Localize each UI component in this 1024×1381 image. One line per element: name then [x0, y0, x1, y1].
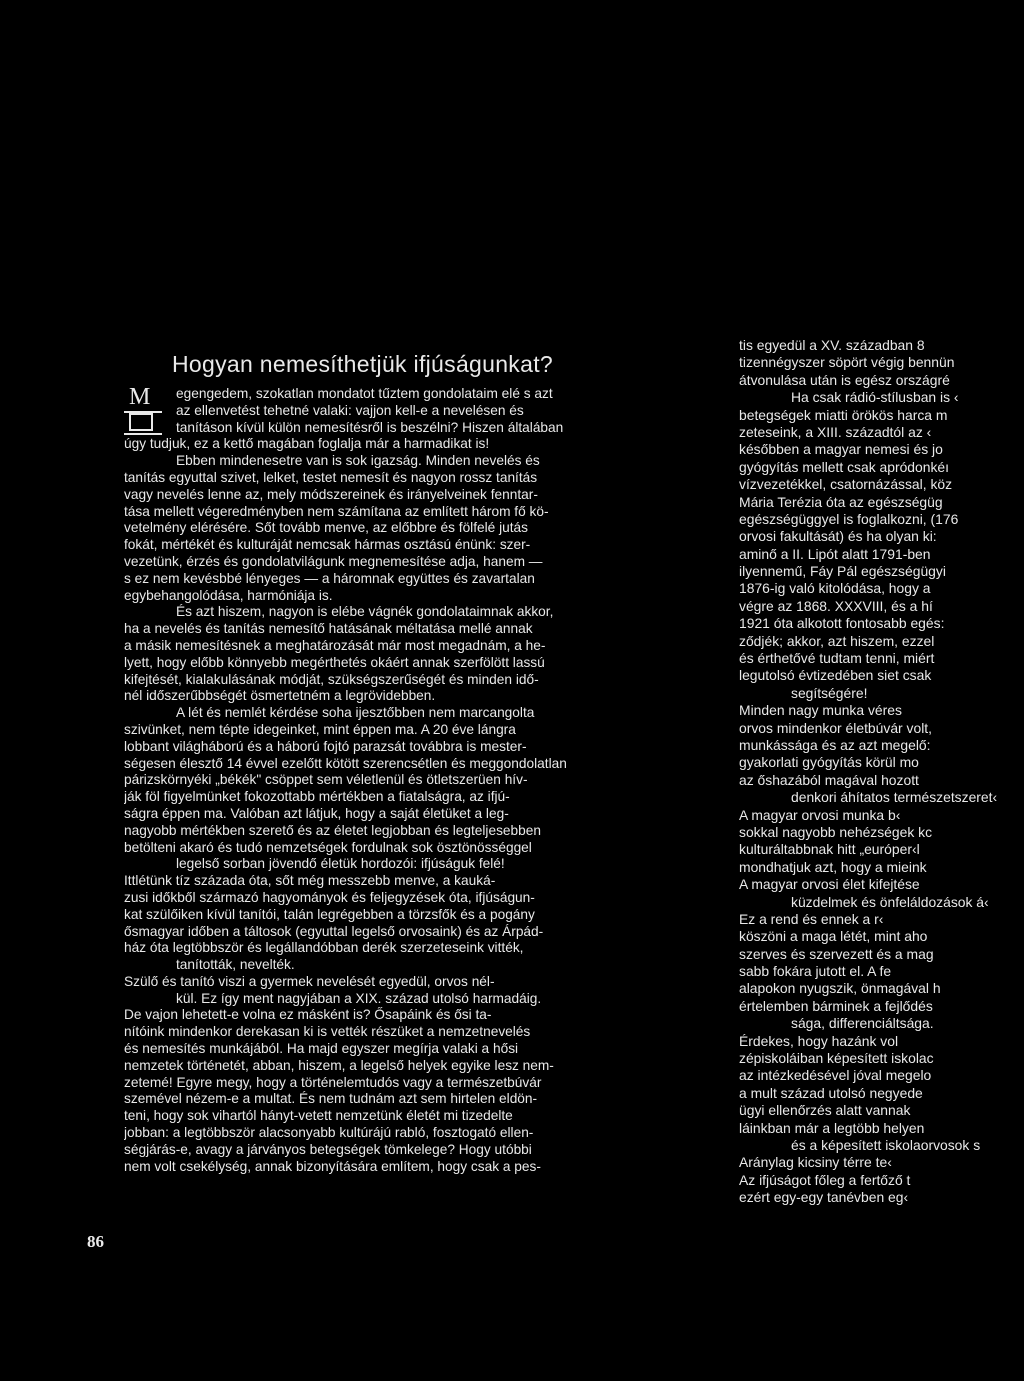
text-line: tizennégyszer söpört végig bennün	[739, 354, 955, 371]
text-line: nítóink mindenkor derekasan ki is vették részüket a nemzetnevelés	[124, 1024, 531, 1040]
text-line: vagy nevelés lenne az, mely módszereinek és irányelveinek fenntar-	[124, 486, 538, 502]
drop-cap-letter: M	[129, 384, 151, 410]
text-line: Ittlétünk tíz százada óta, sőt még messzebb menve, a kauká-	[124, 873, 496, 889]
text-line: ságra éppen ma. Valóban azt látjuk, hogy a saját életüket a leg-	[124, 805, 509, 821]
text-line: a másik nemesítésnek a meghatározását már most megadnám, a he-	[124, 637, 546, 653]
text-line: sága, differenciáltsága.	[791, 1015, 934, 1032]
text-line: Ha csak rádió-stílusban is ‹	[791, 389, 959, 406]
text-line: legelső sorban jövendő életük hordozói: ifjúságuk felé!	[176, 856, 505, 872]
text-line: alapokon nyugszik, önmagával h	[739, 980, 941, 997]
text-line: Az ifjúságot főleg a fertőző t	[739, 1171, 911, 1188]
text-line: fokát, mértékét és kulturáját nemcsak hármas osztású énünk: szer-	[124, 537, 531, 553]
text-line: zépiskoláiban képesített iskolac	[739, 1050, 934, 1067]
text-line: zeteseink, a XIII. századtól az ‹	[739, 423, 932, 440]
text-line: vetelmény elérésére. Sőt tovább menve, az előbbre és fölfelé jutás	[124, 520, 529, 536]
text-line: legutolsó évtizedében siet csak	[739, 667, 932, 684]
text-line: későbben a magyar nemesi és jo	[739, 441, 943, 458]
text-line: tása mellett végeredményben nem számítana az említett három fő kö-	[124, 503, 549, 519]
text-line: orvosi fakultását) és ha olyan ki:	[739, 528, 937, 545]
text-line: nem volt csekélység, annak bizonyítására említem, hogy csak a pes-	[124, 1158, 541, 1174]
text-line: lobbant világháború és a háború fojtó parazsát továbbra is mester-	[124, 738, 527, 754]
text-line: 1921 óta alkotott fontosabb egés:	[739, 615, 945, 632]
text-line: az ellenvetést tehetné valaki: vajjon kell-e a nevelésen és	[176, 402, 524, 418]
text-line: De vajon lehetett-e volna ez másként is? Ősapáink és ősi ta-	[124, 1007, 492, 1023]
text-line: ják föl figyelmünket fokozottabb mértékben a fiatalságra, az ifjú-	[124, 789, 510, 805]
text-line: párizskörnyéki „békék" csöppet sem véletlenül és ötletszerüen hív-	[124, 772, 528, 788]
text-line: mondhatjuk azt, hogy a mieink	[739, 858, 927, 875]
text-line: ségjárás-e, avagy a járványos betegségek tömkelege? Hogy utóbbi	[124, 1141, 532, 1157]
text-line: szemével nézem-e a multat. És nem tudnám azt sem hirtelen eldön-	[124, 1091, 538, 1107]
text-line: tanították, nevelték.	[176, 957, 295, 973]
text-line: gyakorlati gyógyítás körül mo	[739, 754, 919, 771]
text-line: segítségére!	[791, 684, 868, 701]
text-line: Aránylag kicsiny térre te‹	[739, 1154, 892, 1171]
text-line: az őshazából magával hozott	[739, 771, 919, 788]
text-line: denkori áhítatos természetszeret‹	[791, 789, 998, 806]
text-line: jobban: a legtöbbször alacsonyabb kultúrájú rabló, fosztogató ellen-	[124, 1125, 534, 1141]
right-column	[739, 337, 1024, 1207]
text-line: kat szülőiken kívül tanítói, talán legrégebben a törzsfők és a pogány	[124, 906, 535, 922]
text-line: ezért egy-egy tanévben eg‹	[739, 1189, 909, 1206]
drop-cap-paragraph	[124, 386, 672, 1175]
page-number: 86	[87, 1232, 104, 1251]
right-column-text	[739, 337, 1024, 1207]
text-line: A magyar orvosi élet kifejtése	[739, 876, 920, 893]
text-line: ségesen élesztő 14 évvel ezelőtt kötött szerencsétlen és meggondolatlan	[124, 755, 567, 771]
text-line: vezetünk, érzés és gondolatvilágunk megnemesítése adja, hanem —	[124, 553, 543, 569]
text-line: átvonulása után is egész országré	[739, 371, 950, 388]
text-line: Szülő és tanító viszi a gyermek nevelését egyedül, orvos nél-	[124, 973, 495, 989]
text-line: úgy tudjuk, ez a kettő magában foglalja már a harmadikat is!	[124, 436, 490, 452]
text-line: zusi időkből származó hagyományok és feljegyzések óta, ifjúságun-	[124, 889, 535, 905]
text-line: ház óta legtöbbször és legállandóbban derék szerzeteseink vitték,	[124, 940, 524, 956]
text-line: gyógyítás mellett csak apródonkéı	[739, 458, 950, 475]
text-line: ügyi ellenőrzés alatt vannak	[739, 1102, 911, 1119]
text-line: értelemben bárminek a fejlődés	[739, 997, 933, 1014]
drop-cap-ornament	[124, 384, 162, 435]
text-line: ha a nevelés és tanítás nemesítő hatásának méltatása mellé annak	[124, 621, 533, 637]
text-line: végre az 1868. XXXVIII, és a hí	[739, 597, 933, 614]
text-line: kifejtését, kialakulásának módját, szükségszerűségét és minden idő-	[124, 671, 539, 687]
text-line: ződjék; akkor, azt hiszem, ezzel	[739, 632, 935, 649]
text-line: teni, hogy sok vihartól hányt-vetett nemzetünk életét mi tizedelte	[124, 1108, 513, 1124]
text-line: köszöni a maga létét, mint aho	[739, 928, 928, 945]
text-line: tis egyedül a XV. században 8	[739, 337, 925, 353]
text-line: tanítás egyuttal szivet, lelket, testet nemesít és nagyon rossz tanítás	[124, 469, 538, 485]
text-line: ősmagyar időben a táltosok (egyuttal legelső orvosaink) és az Árpád-	[124, 923, 544, 939]
text-line: zetemé! Egyre megy, hogy a történelemtudós vagy a természetbúvár	[124, 1074, 542, 1090]
text-line: sokkal nagyobb nehézségek kc	[739, 823, 933, 840]
text-line: Ez a rend és ennek a r‹	[739, 910, 884, 927]
text-line: küzdelmek és önfeláldozások á‹	[791, 893, 989, 910]
text-line: aminő a II. Lipót alatt 1791-ben	[739, 545, 931, 562]
drop-cap-box	[129, 413, 153, 431]
text-line: nél időszerűbbségét ösmertetném a legrövidebben.	[124, 688, 436, 704]
text-line: egengedem, szokatlan mondatot tűztem gondolataim elé s azt	[176, 386, 553, 401]
article-title: Hogyan nemesíthetjük ifjúságunkat?	[172, 351, 553, 377]
text-line: betegségek miatti örökös harca m	[739, 406, 948, 423]
text-line: egészségüggyel is foglalkozni, (176	[739, 510, 959, 527]
text-line: sabb fokára jutott el. A fe	[739, 963, 892, 980]
text-line: ilyennemű, Fáy Pál egészségügyi	[739, 563, 946, 580]
text-line: kulturáltabbnak hitt „európer‹l	[739, 841, 920, 858]
text-line: Érdekes, hogy hazánk vol	[739, 1032, 899, 1049]
text-line: és nemesítés munkájából. Ha majd egyszer megírja valaki a hősi	[124, 1041, 519, 1057]
text-line: 1876-ig való kitolódása, hogy a	[739, 580, 931, 597]
drop-cap-rule	[124, 433, 162, 435]
text-line: Ebben mindenesetre van is sok igazság. Minden nevelés és	[176, 453, 540, 469]
text-line: A lét és nemlét kérdése soha ijesztőbben nem marcangolta	[176, 705, 535, 721]
text-line: tanításon kívül külön nemesítésről is beszélni? Hiszen általában	[176, 419, 564, 435]
text-line: lyett, hogy előbb könnyebb megérthetés okáért annak szerfölött lassú	[124, 654, 545, 670]
text-line: A magyar orvosi munka b‹	[739, 806, 901, 823]
text-line: orvos mindenkor életbúvár volt,	[739, 719, 933, 736]
text-line: Mária Terézia óta az egészségüg	[739, 493, 943, 510]
text-line: Minden nagy munka véres	[739, 702, 902, 719]
text-line: láinkban már a legtöbb helyen	[739, 1119, 925, 1136]
left-column	[124, 351, 672, 1175]
text-line: nagyobb mértékben szerető és az életet legjobban és legteljesebben	[124, 822, 541, 838]
text-line: és a képesített iskolaorvosok s	[791, 1136, 981, 1153]
text-line: vízvezetékkel, csatornázással, köz	[739, 476, 953, 493]
text-line: szerves és szervezett és a mag	[739, 945, 934, 962]
text-line: nemzetek történetét, abban, hiszem, a legelső helyek egyike lesz nem-	[124, 1057, 554, 1073]
text-line: És azt hiszem, nagyon is elébe vágnék gondolataimnak akkor,	[176, 604, 554, 620]
text-line: betölteni akaró és tudó nemzetségek fordulnak sok ösztönösséggel	[124, 839, 532, 855]
text-line: kül. Ez így ment nagyjában a XIX. század utolsó harmadáig.	[176, 990, 542, 1006]
text-line: munkássága és az azt megelő:	[739, 736, 931, 753]
text-line: az intézkedésével jóval megelo	[739, 1067, 932, 1084]
text-line: s ez nem kevésbbé lényeges — a háromnak együttes és zavartalan	[124, 570, 535, 586]
text-line: egybehangolódása, harmóniája is.	[124, 587, 333, 603]
text-line: szivünket, nem tépte idegeinket, mint éppen ma. A 20 éve lángra	[124, 721, 516, 737]
left-column-text	[124, 386, 672, 1175]
text-line: és érthetővé tudtam tenni, miért	[739, 650, 935, 667]
text-line: a mult század utolsó negyede	[739, 1084, 923, 1101]
